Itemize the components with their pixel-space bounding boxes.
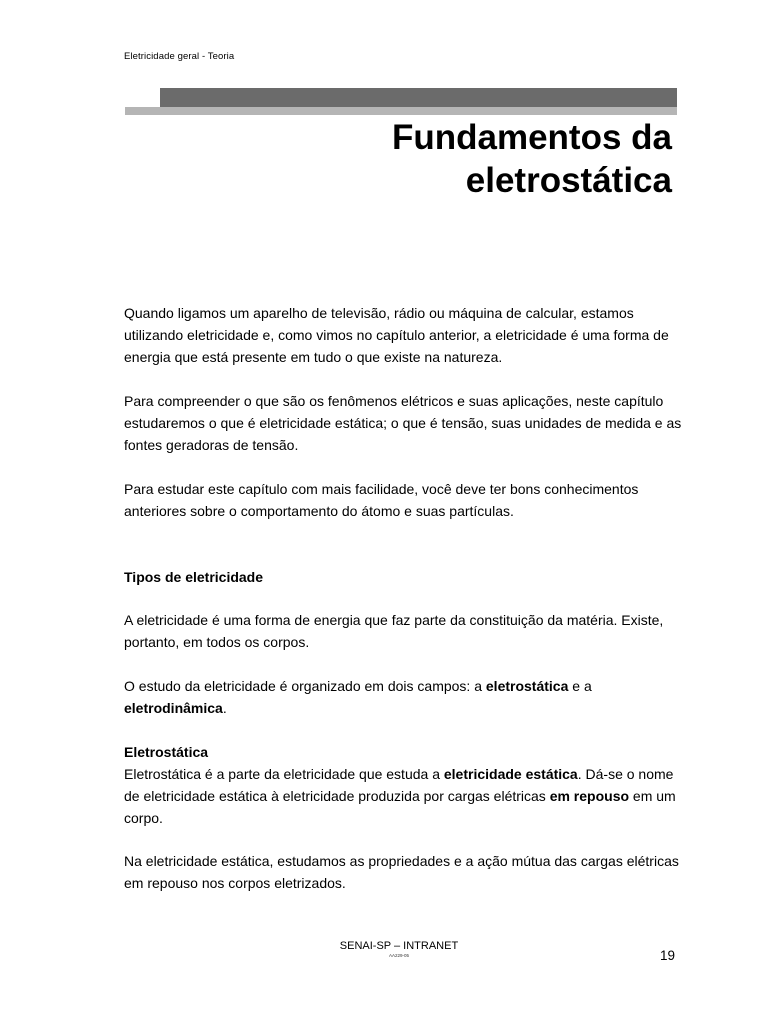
chapter-title-line1: Fundamentos da [391,118,672,157]
term-em-repouso: em repouso [549,788,630,804]
section-heading-tipos: Tipos de eletricidade [124,569,264,585]
tipos-paragraph-1: A eletricidade é uma forma de energia que faz parte da constituição da matéria. Existe, portanto, em todos os corpos. [124,612,664,650]
tipos-p2-text-a: O estudo da eletricidade é organizado em dois campos: a [124,678,486,694]
running-head: Eletricidade geral - Teoria [124,51,235,62]
footer-publisher: SENAI-SP – INTRANET [339,940,459,952]
header-bar-light [125,107,677,115]
page-number: 19 [659,948,675,963]
eletro-p1-text-c: . Dá-se o nome de eletricidade estática à eletricidade produzida por cargas elétricas [124,766,674,804]
eletro-p1-text-e: em um corpo. [124,788,676,826]
intro-paragraph-2: Para compreender o que são os fenômenos elétricos e suas aplicações, neste capítulo estudaremos o que é eletricidade estática; o que é tensão, suas unidades de medida e as fontes geradoras de tensão. [124,393,682,453]
header-bar-dark [160,88,677,107]
section-heading-eletrostatica: Eletrostática [124,744,209,760]
tipos-p2-text-e: . [222,700,227,716]
chapter-title-line2: eletrostática [465,161,672,200]
chapter-title [392,116,672,202]
eletro-p1-text-a: Eletrostática é a parte da eletricidade que estuda a [124,766,444,782]
tipos-paragraph-2 [124,675,684,719]
tipos-p2-text-c: e a [568,678,592,694]
footer-code: AA229-05 [388,953,409,958]
intro-paragraph-3: Para estudar este capítulo com mais facilidade, você deve ter bons conhecimentos anteriores sobre o comportamento do átomo e suas partículas. [124,481,639,519]
eletrostatica-paragraph-1 [124,763,684,829]
term-eletrostatica: eletrostática [485,678,569,694]
term-eletricidade-estatica: eletricidade estática [443,766,578,782]
term-eletrodinamica: eletrodinâmica [124,700,223,716]
eletrostatica-paragraph-2: Na eletricidade estática, estudamos as propriedades e a ação mútua das cargas elétricas em repouso nos corpos eletrizados. [124,853,679,891]
intro-paragraph-1: Quando ligamos um aparelho de televisão, rádio ou máquina de calcular, estamos utilizando eletricidade e, como vimos no capítulo anterior, a eletricidade é uma forma de energia que está presente em tudo o que existe na natureza. [124,305,669,365]
